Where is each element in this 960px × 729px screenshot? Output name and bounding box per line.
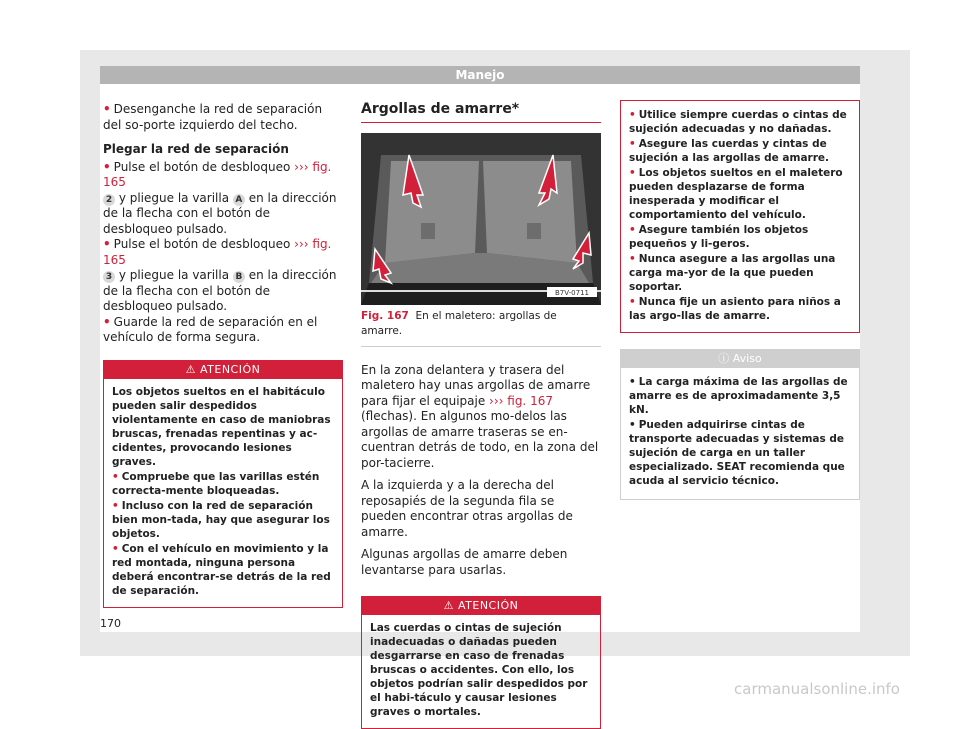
warning-body: [362, 615, 600, 728]
paragraph: Algunas argollas de amarre deben levantarse para usarlas.: [361, 547, 568, 577]
figure-code: B7V-0711: [555, 288, 589, 297]
warning-item: • Utilice siempre cuerdas o cintas de sujeción adecuadas y no dañadas.: [629, 109, 847, 135]
figure-link[interactable]: ››› fig. 165: [103, 159, 332, 189]
warning-header: ⚠ ATENCIÓN: [362, 597, 600, 615]
warning-item: • Incluso con la red de separación bien mon-tada, hay que asegurar los objetos.: [112, 499, 330, 540]
list-item: • Guarde la red de separación en el vehículo de forma segura.: [103, 314, 318, 344]
warning-item: • Asegure las cuerdas y cintas de sujeción a las argollas de amarre.: [629, 138, 829, 164]
figure-link[interactable]: ››› fig. 165: [103, 237, 332, 267]
page-number: 170: [100, 617, 121, 630]
bullet-icon: •: [629, 224, 636, 236]
bullet-icon: •: [103, 314, 111, 329]
bullet-icon: •: [629, 419, 636, 431]
bullet-icon: •: [112, 542, 119, 555]
notice-body: [621, 368, 859, 499]
warning-item: • Nunca asegure a las argollas una carga ma-yor de la que pueden soportar.: [629, 253, 836, 293]
bullet-icon: •: [629, 167, 636, 179]
bullet-icon: •: [629, 253, 636, 265]
bullet-icon: •: [112, 470, 119, 483]
bullet-icon: •: [103, 159, 111, 174]
warning-intro: Los objetos sueltos en el habitáculo pueden salir despedidos violentamente en caso de maniobras bruscas, frenadas repentinas y ac-cidentes, provocando lesiones graves.: [112, 385, 331, 468]
warning-item: • Nunca fije un asiento para niños a las argo-llas de amarre.: [629, 296, 841, 322]
section-header: Manejo: [100, 66, 860, 84]
bullet-icon: •: [629, 109, 636, 121]
section-title: Argollas de amarre*: [361, 102, 601, 123]
warning-continuation-box: [620, 100, 860, 333]
paragraph: • Desenganche la red de separación del so-porte izquierdo del techo.: [103, 102, 323, 132]
list-item: • Pulse el botón de desbloqueo ››› fig. 165 2 y pliegue la varilla A en la dirección de la flecha con el botón de desbloqueo pulsado.: [103, 159, 337, 236]
column-left: [103, 102, 343, 608]
paragraph: En la zona delantera y trasera del maletero hay unas argollas de amarre para fijar el equipaje ››› fig. 167 (flechas). En algunos mo-delos las argollas de amarre traseras se en-cuentran detrás de todo, en la zona del por-tacierre.: [361, 362, 599, 470]
letter-badge: B: [233, 271, 245, 283]
notice-box: [620, 349, 860, 500]
warning-item: • Compruebe que las varillas estén correcta-mente bloqueadas.: [112, 470, 320, 497]
warning-item: • Los objetos sueltos en el maletero pueden desplazarse de forma inesperada y modificar el comportamiento del vehículo.: [629, 167, 843, 221]
notice-item: • La carga máxima de las argollas de amarre es de aproximadamente 3,5 kN.: [629, 376, 848, 416]
bullet-icon: •: [103, 102, 111, 116]
list-item: • Pulse el botón de desbloqueo ››› fig. 165 3 y pliegue la varilla B en la dirección de la flecha con el botón de desbloqueo pulsado.: [103, 237, 337, 313]
warning-triangle-icon: ⚠: [185, 362, 200, 376]
warning-text: Las cuerdas o cintas de sujeción inadecuadas o dañadas pueden desgarrarse en caso de frenadas bruscas o accidentes. Con ello, los objetos podrían salir despedidos por el habi-táculo y causar lesiones graves o mortales.: [370, 622, 588, 718]
warning-header: ⚠ ATENCIÓN: [104, 361, 342, 379]
warning-body: [104, 379, 342, 607]
column-right: [620, 100, 860, 500]
bullet-icon: •: [112, 499, 119, 512]
column-middle: [361, 102, 601, 729]
bullet-icon: •: [629, 296, 636, 308]
bullet-icon: •: [629, 138, 636, 150]
number-badge: 3: [103, 271, 115, 283]
trunk-illustration: [361, 133, 601, 305]
notice-item: • Pueden adquirirse cintas de transporte adecuadas y sistemas de sujeción de carga en un taller especializado. SEAT recomienda que acuda al servicio técnico.: [629, 419, 845, 487]
figure-link[interactable]: ››› fig. 167: [489, 393, 553, 408]
notice-header: ⓘ Aviso: [621, 350, 859, 368]
warning-item: • Asegure también los objetos pequeños y li-geros.: [629, 224, 809, 250]
number-badge: 2: [103, 194, 115, 206]
warning-triangle-icon: ⚠: [443, 599, 458, 612]
watermark: carmanualsonline.info: [734, 680, 900, 698]
subheading: Plegar la red de separación: [103, 142, 289, 156]
bullet-icon: •: [629, 376, 636, 388]
figure-caption: Fig. 167 En el maletero: argollas de amarre.: [361, 305, 601, 347]
bullet-icon: •: [103, 237, 111, 251]
warning-item: • Con el vehículo en movimiento y la red montada, ninguna persona deberá encontrar-se detrás de la red de separación.: [112, 542, 331, 597]
paragraph: A la izquierda y a la derecha del reposapiés de la segunda fila se pueden encontrar otras argollas de amarre.: [361, 478, 573, 539]
warning-box: [103, 360, 343, 608]
trunk-figure: [361, 133, 601, 305]
info-icon: ⓘ: [718, 352, 733, 365]
warning-box: [361, 596, 601, 729]
letter-badge: A: [233, 194, 245, 206]
